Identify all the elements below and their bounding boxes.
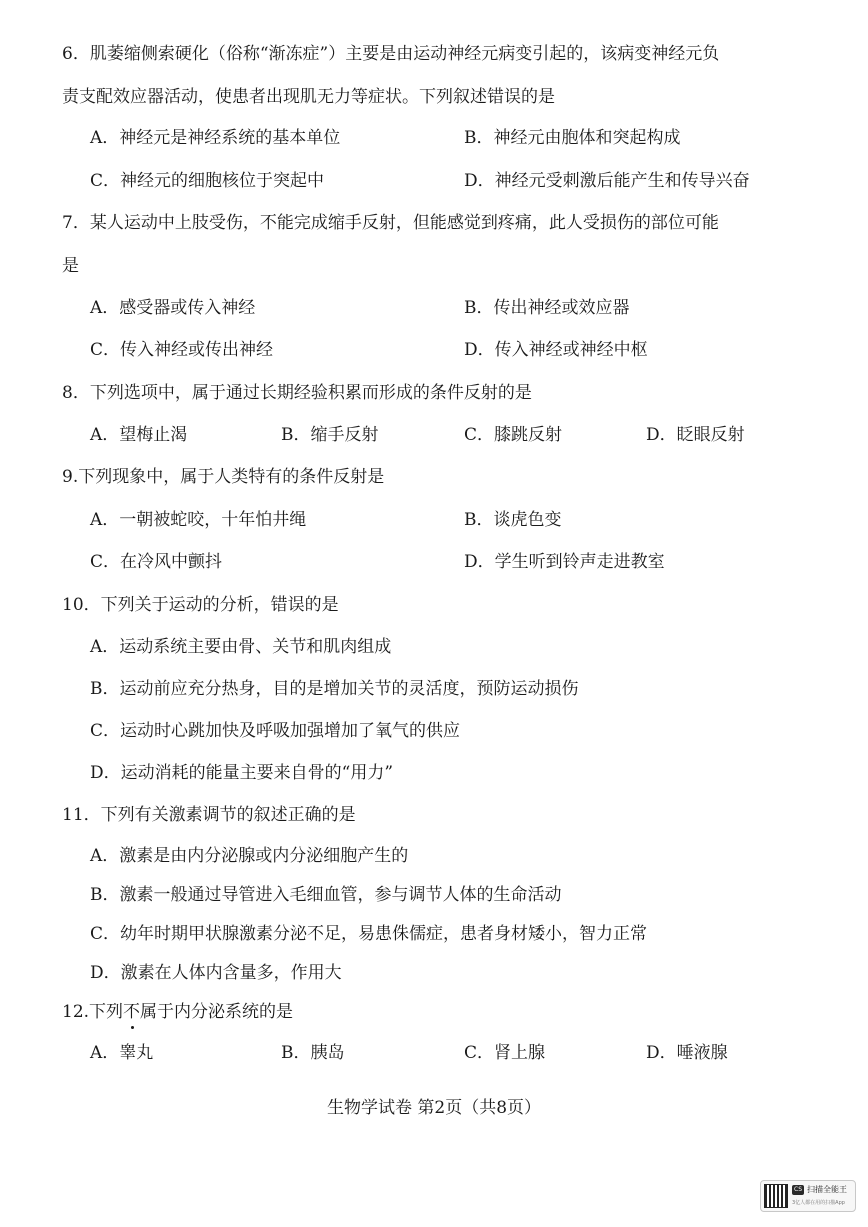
question-8-option-c: C．膝跳反射 [464, 425, 563, 445]
question-9-option-d: D．学生听到铃声走进教室 [464, 552, 665, 572]
question-12-option-d: D．唾液腺 [646, 1043, 728, 1063]
question-12-option-b: B．胰岛 [281, 1043, 345, 1063]
question-9-option-b: B．谈虎色变 [464, 510, 562, 530]
question-7-option-b: B．传出神经或效应器 [464, 298, 630, 318]
scanner-app-name: 扫描全能王 [807, 1185, 847, 1194]
question-10-option-b: B．运动前应充分热身，目的是增加关节的灵活度，预防运动损伤 [90, 679, 579, 699]
question-12-stem-prefix: 12.下列 [62, 1002, 124, 1022]
question-8-option-a: A．望梅止渴 [90, 425, 188, 445]
question-11-stem: 11．下列有关激素调节的叙述正确的是 [62, 805, 356, 825]
question-9-option-c: C．在冷风中颤抖 [90, 552, 223, 572]
question-12-stem [62, 1002, 782, 1022]
question-10-stem: 10．下列关于运动的分析，错误的是 [62, 595, 339, 615]
question-8-stem: 8．下列选项中，属于通过长期经验积累而形成的条件反射的是 [62, 383, 532, 403]
page-footer: 生物学试卷 第2页（共8页） [326, 1098, 542, 1118]
cs-logo-icon: CS [794, 1186, 802, 1193]
question-9-stem: 9.下列现象中，属于人类特有的条件反射是 [62, 467, 385, 487]
question-11-option-d: D．激素在人体内含量多，作用大 [90, 963, 342, 983]
question-12-stem-suffix: 属于内分泌系统的是 [140, 1002, 294, 1022]
question-6-option-c: C．神经元的细胞核位于突起中 [90, 171, 325, 191]
question-8-option-b: B．缩手反射 [281, 425, 379, 445]
question-10-option-d: D．运动消耗的能量主要来自骨的“用力” [90, 763, 394, 783]
question-7-line-2: 是 [62, 256, 79, 276]
question-12-emphasis-not: 不 [123, 1002, 141, 1022]
question-6-line-2: 责支配效应器活动，使患者出现肌无力等症状。下列叙述错误的是 [62, 87, 555, 107]
question-6-line-1: 6．肌萎缩侧索硬化（俗称“渐冻症”）主要是由运动神经元病变引起的，该病变神经元负 [62, 44, 720, 64]
question-6-option-b: B．神经元由胞体和突起构成 [464, 128, 681, 148]
question-11-option-b: B．激素一般通过导管进入毛细血管，参与调节人体的生命活动 [90, 885, 562, 905]
question-9-option-a: A．一朝被蛇咬，十年怕井绳 [90, 510, 307, 530]
question-11-option-a: A．激素是由内分泌腺或内分泌细胞产生的 [90, 846, 409, 866]
question-6-option-d: D．神经元受刺激后能产生和传导兴奋 [464, 171, 750, 191]
question-7-option-c: C．传入神经或传出神经 [90, 340, 274, 360]
question-7-line-1: 7．某人运动中上肢受伤，不能完成缩手反射，但能感觉到疼痛，此人受损伤的部位可能 [62, 213, 719, 233]
question-7-option-d: D．传入神经或神经中枢 [464, 340, 648, 360]
question-12-option-c: C．肾上腺 [464, 1043, 546, 1063]
scanner-app-tagline: 3亿人都在用的扫描App [792, 1200, 845, 1206]
question-11-option-c: C．幼年时期甲状腺激素分泌不足，易患侏儒症，患者身材矮小，智力正常 [90, 924, 648, 944]
question-6-option-a: A．神经元是神经系统的基本单位 [90, 128, 341, 148]
question-10-option-a: A．运动系统主要由骨、关节和肌肉组成 [90, 637, 392, 657]
question-10-option-c: C．运动时心跳加快及呼吸加强增加了氧气的供应 [90, 721, 461, 741]
question-12-option-a: A．睾丸 [90, 1043, 154, 1063]
question-8-option-d: D．眨眼反射 [646, 425, 745, 445]
question-7-option-a: A．感受器或传入神经 [90, 298, 256, 318]
scanner-app-badge [760, 1180, 856, 1212]
qr-code-icon [764, 1184, 788, 1208]
